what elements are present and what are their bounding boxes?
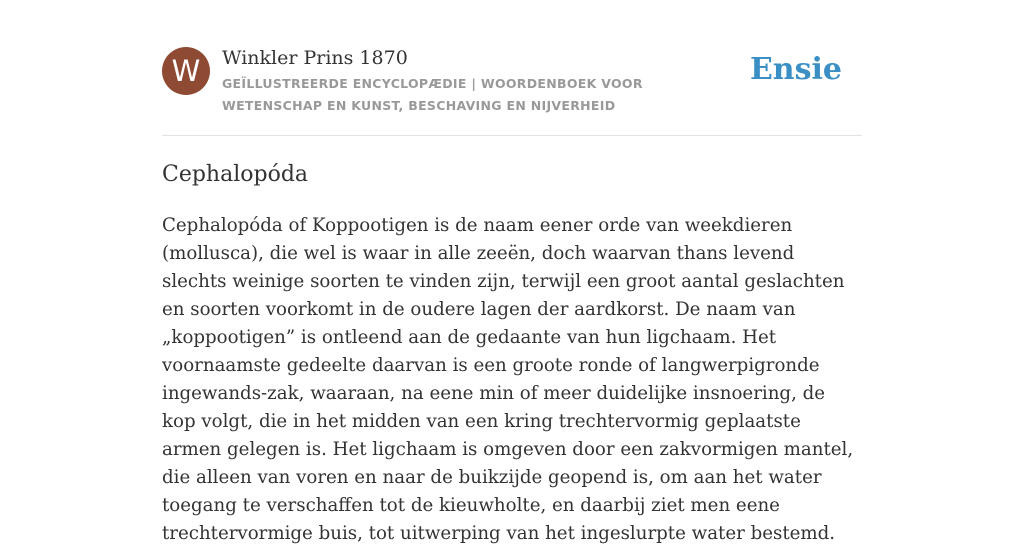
source-subtitle: GEÏLLUSTREERDE ENCYCLOPÆDIE | WOORDENBOEK VOOR WETENSCHAP EN KUNST, BESCHAVING EN NIJVERHEID [222,76,643,113]
ensie-logo[interactable]: Ensie [749,52,842,87]
avatar[interactable]: W [162,47,210,95]
article-title: Cephalopóda [162,162,309,187]
source-title[interactable]: Winkler Prins 1870 [222,47,408,69]
source-header [162,47,862,135]
header-divider [162,135,862,136]
article-body: Cephalopóda of Koppootigen is de naam eener orde van weekdieren (mollusca), die wel is waar in alle zeeën, doch waarvan thans levend slechts weinige soorten te vinden zijn, terwijl een groot aantal geslachten en soorten voorkomt in de oudere lagen der aardkorst. De naam van „koppootigen” is ontleend aan de gedaante van hun ligchaam. Het voornaamste gedeelte daarvan is een groote ronde of langwerpigronde ingewands-zak, waaraan, na eene min of meer duidelijke insnoering, de kop volgt, die in het midden van een kring trechtervormig geplaatste armen gelegen is. Het ligchaam is omgeven door een zakvormigen mantel, die alleen van voren en naar de buikzijde geopend is, om aan het water toegang te verschaffen tot de kieuwholte, en daarbij ziet men eene trechtervormige buis, tot uitwerping van het ingeslurpte water bestemd. [162,215,854,544]
